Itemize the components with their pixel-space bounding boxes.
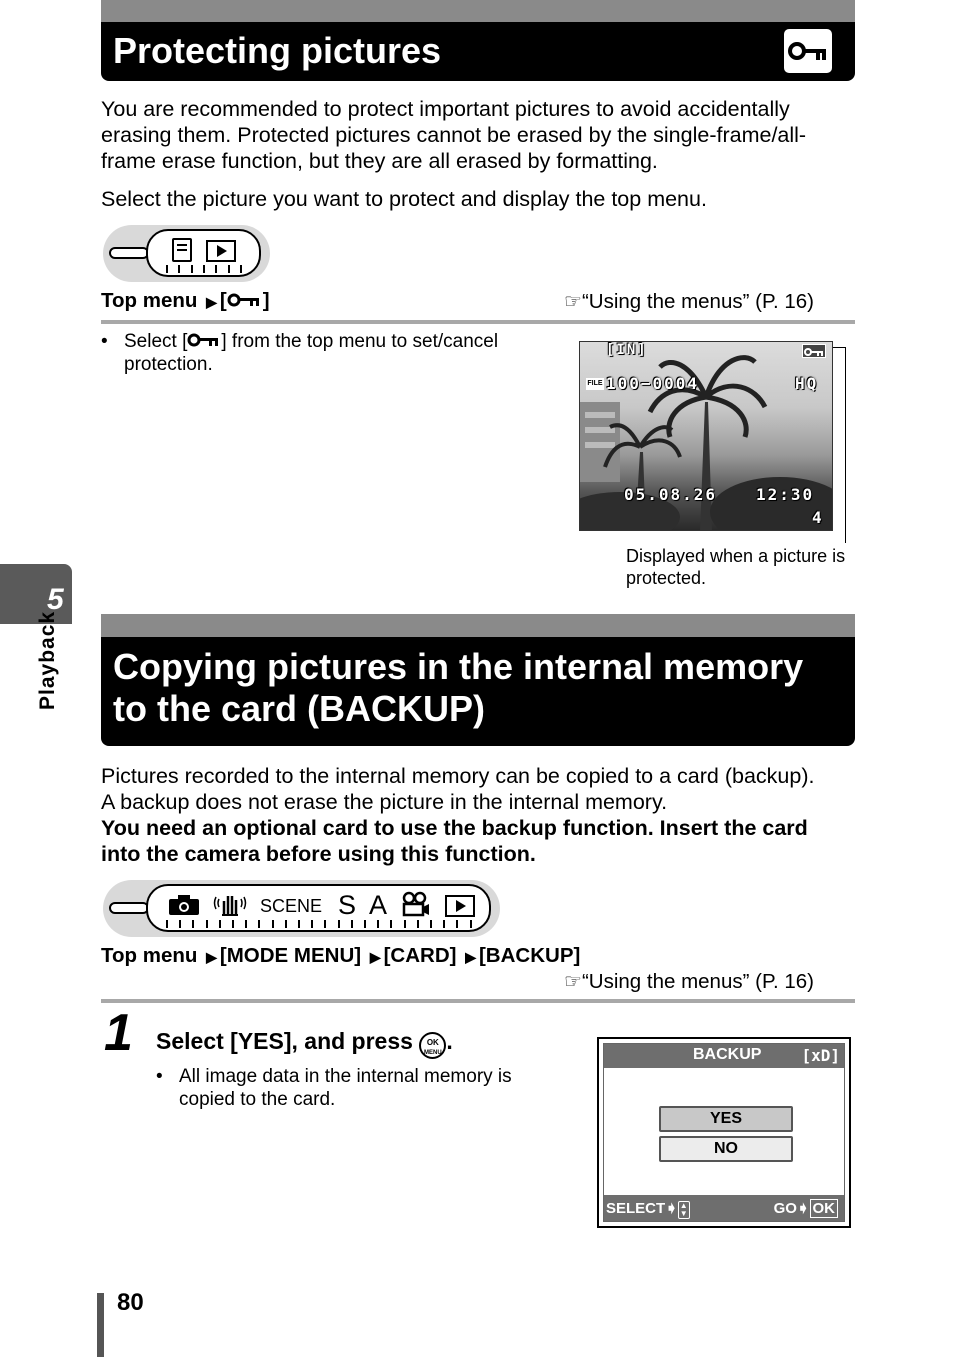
ok-menu-button-icon: OK MENU [419, 1032, 446, 1059]
section-title-line2: to the card (BACKUP) [113, 688, 486, 729]
no-option[interactable]: NO [659, 1136, 793, 1162]
playback-icon [445, 895, 475, 917]
stabilizer-hand-icon [212, 891, 248, 922]
movie-icon [401, 891, 431, 922]
mode-dial-all-modes [103, 880, 500, 937]
backup-warning-line1: You need an optional card to use the backup function. Insert the card [101, 816, 808, 840]
page-edge-bar [97, 1293, 104, 1357]
chapter-number: 5 [47, 583, 64, 616]
yes-option[interactable]: YES [659, 1106, 793, 1132]
step-bullet: • All image data in the internal memory is copied to the card. [156, 1066, 512, 1110]
protect-key-icon [187, 332, 221, 348]
section-title: Protecting pictures [113, 30, 442, 71]
updown-arrow-icon: ▲ ▼ [678, 1201, 690, 1219]
intro-paragraph: You are recommended to protect important pictures to avoid accidentally erasing them. Protected pictures cannot be erased by the single-frame/all-frame erase function, but they are all erased by formatting. [101, 97, 807, 173]
page-number: 80 [117, 1289, 144, 1316]
aperture-priority-label: A [369, 890, 388, 920]
menu-reference[interactable]: ☞“Using the menus” (P. 16) [564, 970, 814, 993]
protect-bullet: • Select [ ] from the top menu to set/cancel protection. [101, 331, 499, 375]
select-hint: SELECT➧ ▲ ▼ [606, 1199, 690, 1219]
memo-icon [172, 238, 192, 262]
section-header-backup [101, 614, 855, 746]
protect-caption: Displayed when a picture is protected. [626, 546, 846, 588]
protect-key-icon [227, 291, 263, 309]
backup-intro-line1: Pictures recorded to the internal memory can be copied to a card (backup). [101, 764, 815, 788]
scene-mode-label: SCENE [260, 896, 323, 916]
protect-key-icon [784, 29, 832, 73]
time-stamp: 12:30 [756, 485, 815, 504]
lcd-protected-picture [579, 341, 833, 531]
instruction-paragraph: Select the picture you want to protect and display the top menu. [101, 187, 707, 211]
section-header-protecting [101, 0, 855, 81]
backup-intro-line2: A backup does not erase the picture in the internal memory. [101, 790, 668, 814]
backup-warning-line2: into the camera before using this function. [101, 842, 536, 866]
step-title: Select [YES], and press OK MENU . [156, 1028, 453, 1059]
backup-screen [597, 1037, 851, 1228]
menu-reference[interactable]: ☞“Using the menus” (P. 16) [564, 290, 814, 313]
shutter-priority-label: S [338, 890, 357, 920]
xd-card-indicator: [xD] [801, 1046, 840, 1065]
go-hint: GO➧ OK [774, 1199, 838, 1217]
file-number: 100−0004 [606, 374, 700, 393]
playback-icon [206, 240, 236, 262]
lcd-protect-icon [802, 344, 826, 358]
reference-hand-icon: ☞ [564, 291, 582, 313]
reference-hand-icon: ☞ [564, 971, 582, 993]
date-stamp: 05.08.26 [624, 485, 718, 504]
step-number: 1 [104, 1004, 133, 1062]
section-title-line1: Copying pictures in the internal memory [113, 646, 804, 687]
menu-path-protect: Top menu ▶ [ ] [101, 289, 270, 312]
file-tag-icon: FILE [586, 378, 604, 390]
backup-title: BACKUP [693, 1046, 762, 1063]
frame-number: 4 [812, 508, 824, 527]
menu-path-backup: Top menu ▶ [MODE MENU] ▶ [CARD] ▶ [BACKUP] [101, 944, 581, 967]
mode-dial-playback [103, 225, 270, 282]
memory-indicator: [IN] [606, 342, 648, 358]
image-quality: HQ [795, 374, 819, 393]
camera-icon [168, 894, 200, 921]
chapter-label: Playback [36, 610, 59, 710]
